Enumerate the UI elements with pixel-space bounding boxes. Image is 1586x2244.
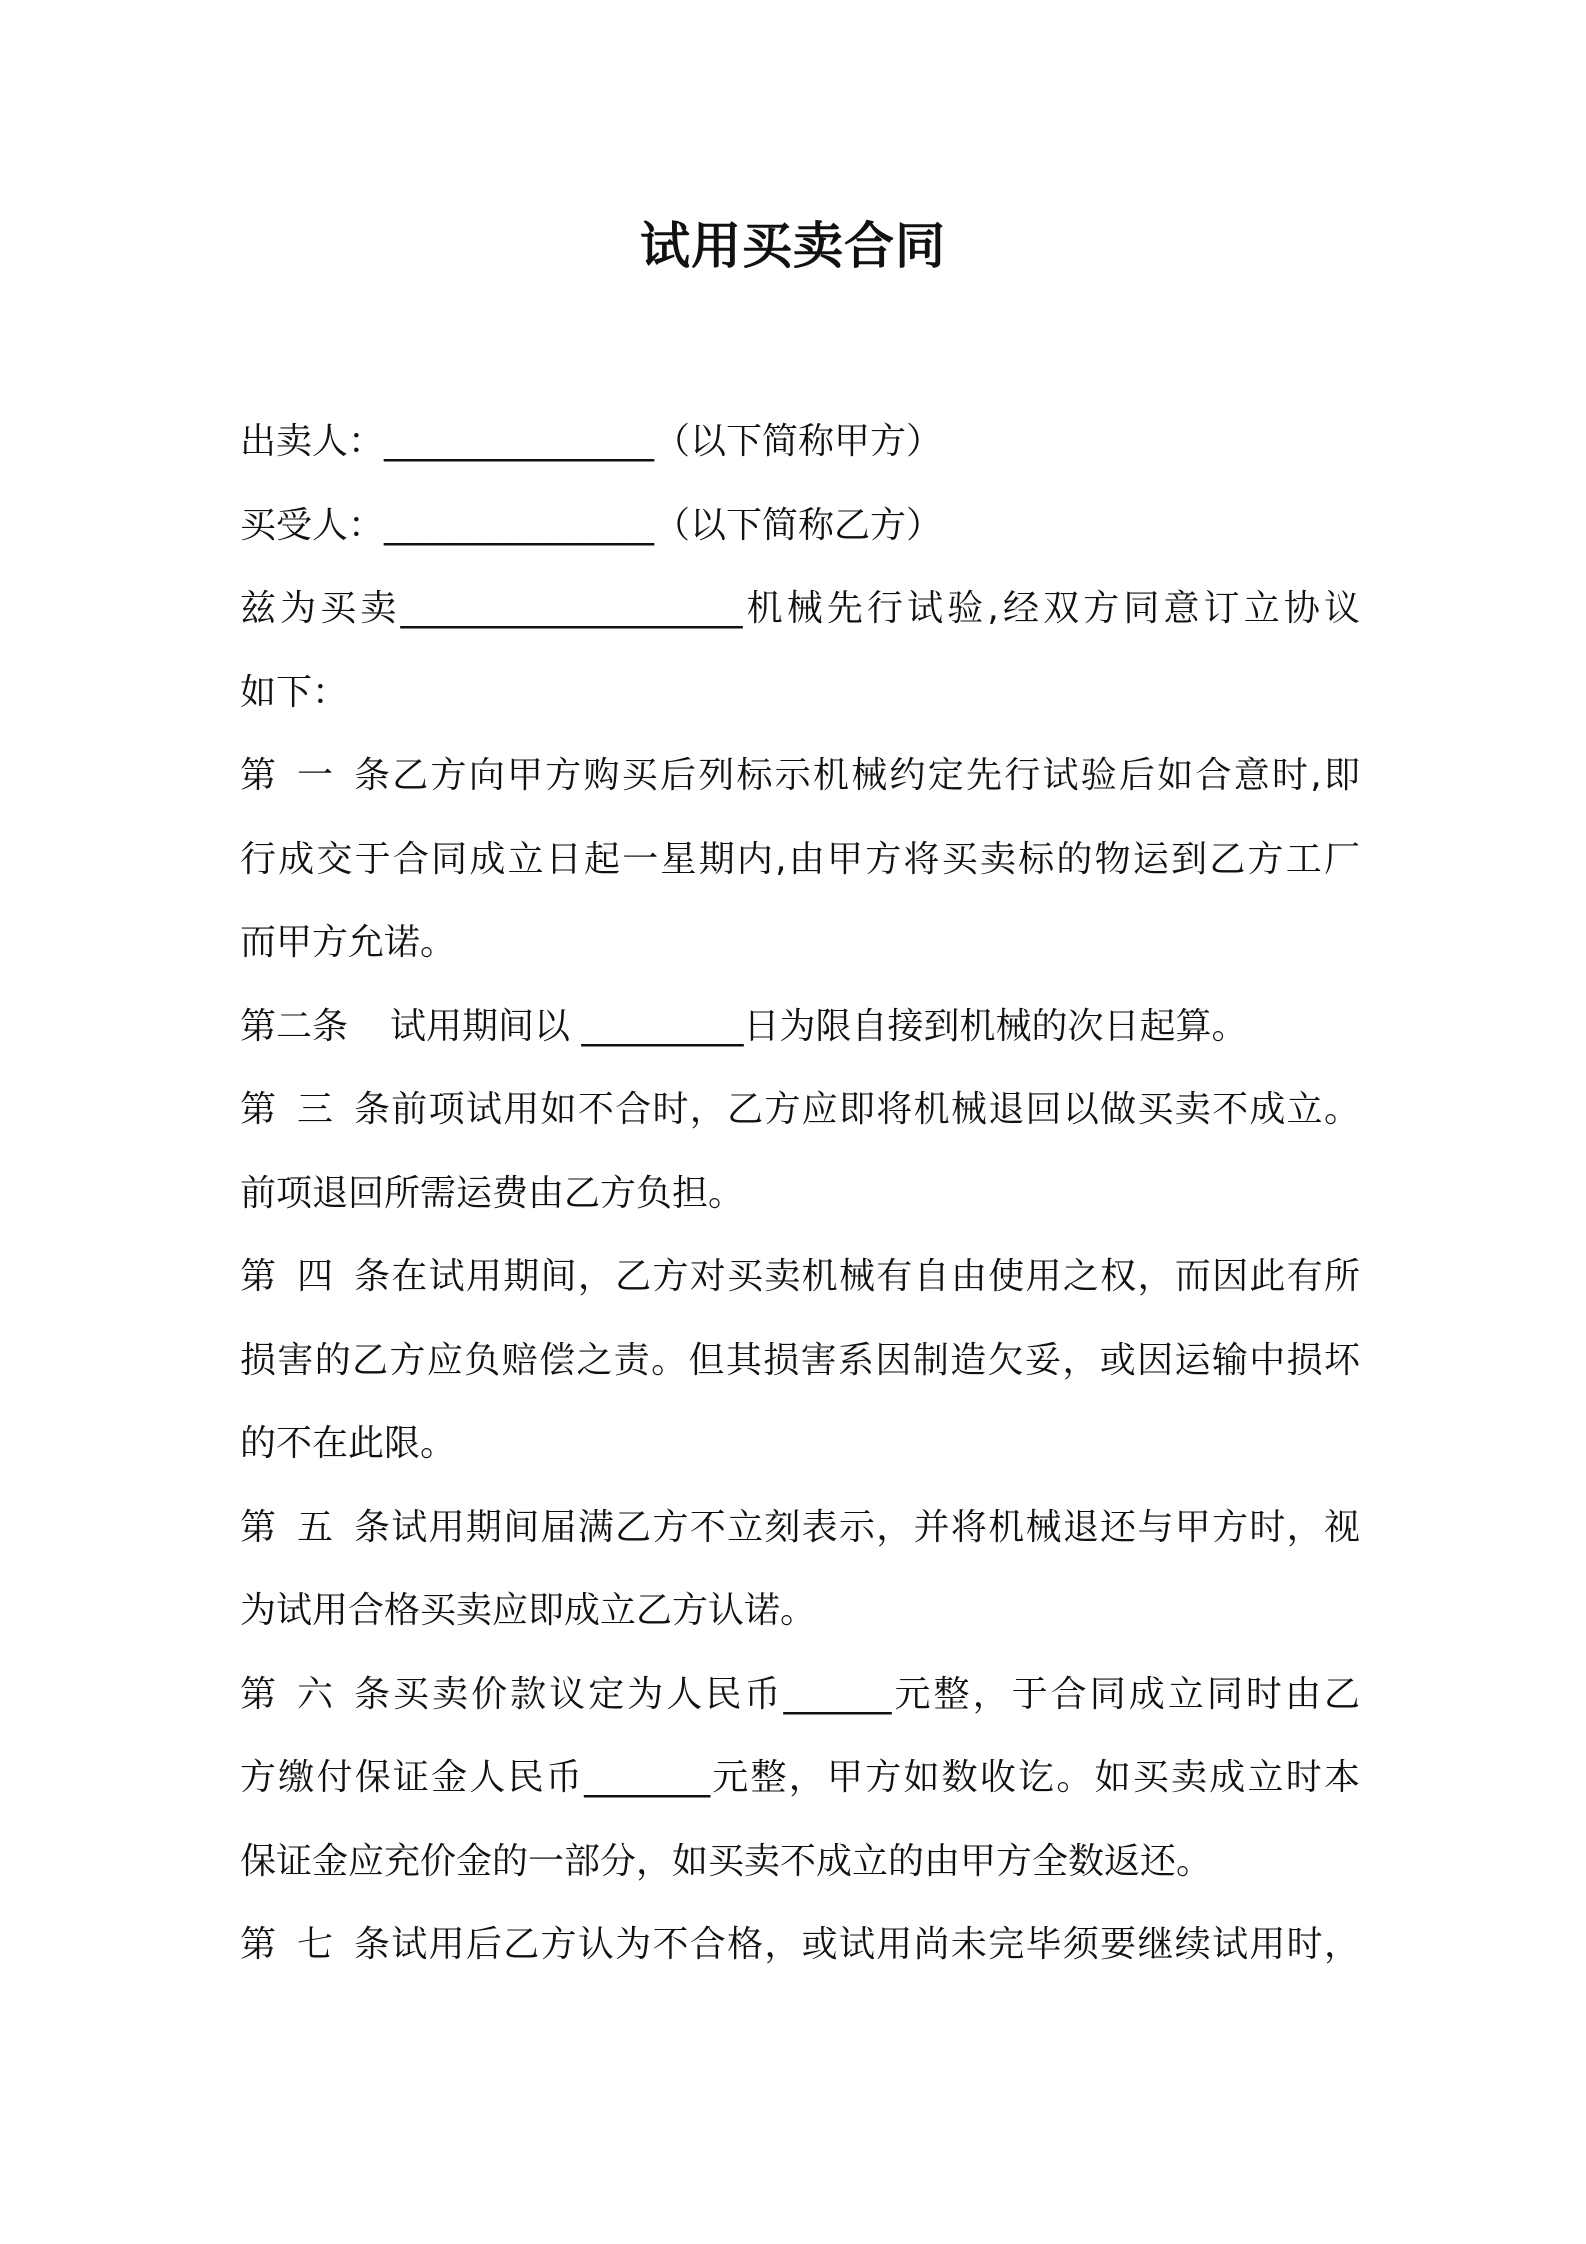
article-6-text-3: 保证金应充价金的一部分，如买卖不成立的由甲方全数返还。 (240, 1840, 1213, 1882)
article-5-text-2: 为试用合格买卖应即成立乙方认诺。 (240, 1590, 817, 1631)
article-6-text-2: 方缴付保证金人民币_______元整，甲方如数收讫。如买卖成立时本 (240, 1757, 1360, 1798)
article-4-text-3: 的不在此限。 (240, 1423, 457, 1464)
seller-text: 出卖人：_______________（以下简称甲方） (240, 421, 943, 462)
article-1-line-1 (240, 734, 1360, 818)
article-4-label: 第四条 (240, 1256, 390, 1297)
article-4-line-1 (240, 1235, 1360, 1319)
article-7-text-1: 试用后乙方认为不合格，或试用尚未完毕须要继续试用时， (390, 1924, 1360, 1965)
article-1-text-2: 行成交于合同成立日起一星期内,由甲方将买卖标的物运到乙方工厂 (240, 838, 1360, 880)
article-2-line-1 (240, 985, 1360, 1069)
article-6-line-1 (240, 1653, 1360, 1737)
seller-line (240, 400, 1360, 484)
article-5-line-2 (240, 1569, 1360, 1653)
article-2-label: 第二条 (240, 1005, 349, 1047)
article-1-label: 第一条 (240, 755, 390, 796)
intro-text-1: 兹为买卖___________________机械先行试验,经双方同意订立协议 (240, 588, 1360, 629)
article-3-line-2 (240, 1152, 1360, 1236)
article-4-text-2: 损害的乙方应负赔偿之责。但其损害系因制造欠妥，或因运输中损坏 (240, 1339, 1360, 1381)
article-3-line-1 (240, 1068, 1360, 1152)
article-6-line-2 (240, 1736, 1360, 1820)
article-4-text-1: 在试用期间，乙方对买卖机械有自由使用之权，而因此有所 (390, 1256, 1360, 1297)
article-1-text-3: 而甲方允诺。 (240, 922, 457, 963)
article-7-line-1 (240, 1903, 1360, 1987)
article-6-line-3 (240, 1820, 1360, 1904)
article-4-line-2 (240, 1319, 1360, 1403)
article-1-text-1: 乙方向甲方购买后列标示机械约定先行试验后如合意时,即 (390, 755, 1360, 796)
article-5-text-1: 试用期间届满乙方不立刻表示，并将机械退还与甲方时，视 (390, 1506, 1360, 1548)
article-3-text-1: 前项试用如不合时，乙方应即将机械退回以做买卖不成立。 (390, 1089, 1360, 1130)
article-6-label: 第六条 (240, 1673, 390, 1715)
article-1-line-3 (240, 901, 1360, 985)
buyer-text: 买受人：_______________（以下简称乙方） (240, 504, 943, 546)
article-3-text-2: 前项退回所需运费由乙方负担。 (240, 1172, 745, 1214)
document-title: 试用买卖合同 (640, 217, 946, 275)
article-4-line-3 (240, 1402, 1360, 1486)
article-5-line-1 (240, 1486, 1360, 1570)
article-2-text-1: 试用期间以 _________日为限自接到机械的次日起算。 (390, 1005, 1248, 1047)
article-3-label: 第三条 (240, 1089, 390, 1130)
intro-line-1 (240, 567, 1360, 651)
article-1-line-2 (240, 818, 1360, 902)
intro-line-2 (240, 651, 1360, 735)
intro-text-2: 如下： (240, 671, 349, 713)
article-7-label: 第七条 (240, 1924, 390, 1965)
buyer-line (240, 484, 1360, 568)
document-body (240, 400, 1360, 1987)
article-5-label: 第五条 (240, 1506, 390, 1548)
article-6-text-1: 买卖价款议定为人民币______元整，于合同成立同时由乙 (390, 1673, 1360, 1715)
